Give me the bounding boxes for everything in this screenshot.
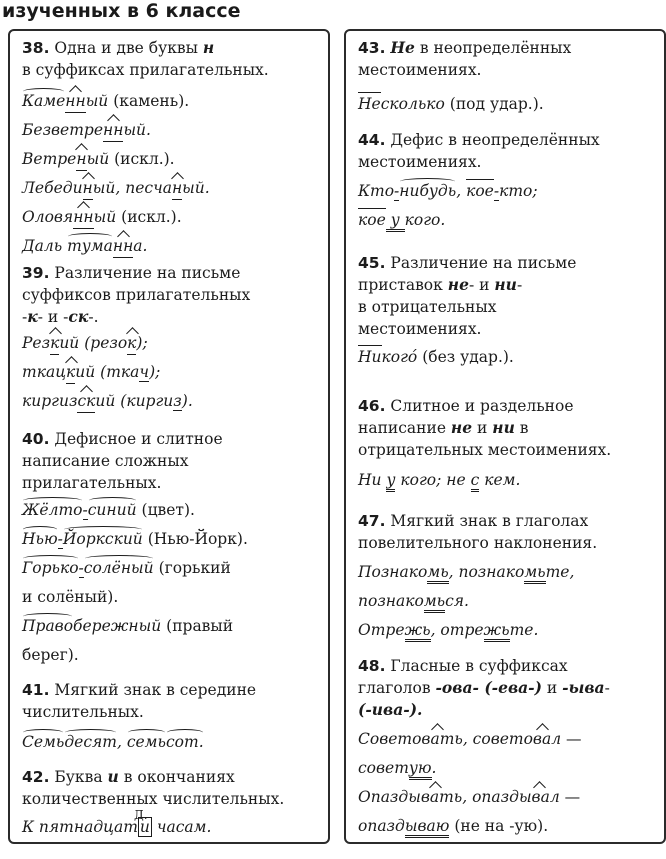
rule-48-example-1: Советовать, советовал —	[358, 730, 582, 748]
rule-38-heading: 38. Одна и две буквы н в суффиксах прилагательных.	[22, 38, 269, 79]
rule-40-example-3-cont: и солёный).	[22, 588, 119, 606]
rule-39-example-1: Резкий (резок);	[22, 332, 148, 355]
rule-39-heading: 39. Различение на письме суффиксов прилагательных -к- и -ск-.	[22, 264, 251, 326]
rule-48-example-3: Опаздывать, опаздывал —	[358, 788, 581, 806]
rule-48-heading: 48. Гласные в суффиксах глаголов -ова- (-ева-) и -ыва- (-ива-).	[358, 657, 610, 719]
rule-41-heading: 41. Мягкий знак в середине числительных.	[22, 681, 257, 721]
rule-38-example-5: Оловянный (искл.).	[22, 206, 182, 229]
page-header	[0, 0, 666, 28]
rule-44-example-1: Кто-нибудь, кое-кто;	[358, 182, 538, 200]
left-column-box	[8, 29, 330, 844]
rule-38-example-1: Каменный (камень).	[22, 90, 189, 113]
rule-47-example-1: Познакомь, познакомьте,	[358, 561, 574, 583]
rule-40-example-1: Жёлто-синий (цвет).	[22, 501, 195, 519]
rule-45-example-1: Никого́ (без удар.).	[358, 348, 514, 366]
header-title: изученных в 6 классе	[2, 0, 241, 22]
right-column-box	[344, 29, 666, 844]
rule-44-example-2: кое у кого.	[358, 209, 445, 231]
rule-39-example-3: киргизский (киргиз).	[22, 390, 193, 413]
rule-45-heading: 45. Различение на письме приставок не- и ни- в отрицательных местоимениях.	[358, 254, 577, 338]
rule-40-example-4: Правобережный (правый	[22, 617, 234, 635]
rule-42-example-1: К пятнадцат и часам. Д.	[22, 808, 212, 836]
rule-47-example-2: познакомься.	[358, 590, 469, 612]
rule-47-heading: 47. Мягкий знак в глаголах повелительного наклонения.	[358, 512, 598, 552]
rule-38-example-3: Ветреный (искл.).	[22, 148, 175, 171]
rule-40-example-4-cont: берег).	[22, 646, 79, 664]
rule-44-heading: 44. Дефис в неопределённых местоимениях.	[358, 131, 600, 171]
rule-47-example-3: Отрежь, отрежьте.	[358, 619, 538, 641]
rule-46-heading: 46. Слитное и раздельное написание не и ни в отрицательных местоимениях.	[358, 397, 612, 459]
rule-40-example-2: Нью-Йоркский (Нью-Йорк).	[22, 530, 248, 548]
rule-40-example-3: Горько-солёный (горький	[22, 559, 231, 577]
rule-39-example-2: ткацкий (ткач);	[22, 361, 160, 384]
rule-43-example-1: Несколько (под удар.).	[358, 95, 544, 113]
rule-41-example-1: Семьдесят, семьсот.	[22, 733, 204, 751]
rule-48-example-4: опаздываю (не на -ую).	[358, 815, 548, 837]
rule-40-heading: 40. Дефисное и слитное написание сложных прилагательных.	[22, 430, 223, 492]
rule-38-example-2: Безветренный.	[22, 119, 151, 142]
rule-46-example-1: Ни у кого; не с кем.	[358, 469, 520, 491]
rule-48-example-2: советую.	[358, 757, 436, 779]
rule-38-example-4: Лебединый, песчаный.	[22, 177, 210, 200]
rule-38-example-6: Даль туманна.	[22, 235, 147, 258]
rule-43-heading: 43. Не в неопределённых местоимениях.	[358, 38, 572, 79]
rule-42-heading: 42. Буква и в окончаниях количественных числительных.	[22, 767, 285, 808]
